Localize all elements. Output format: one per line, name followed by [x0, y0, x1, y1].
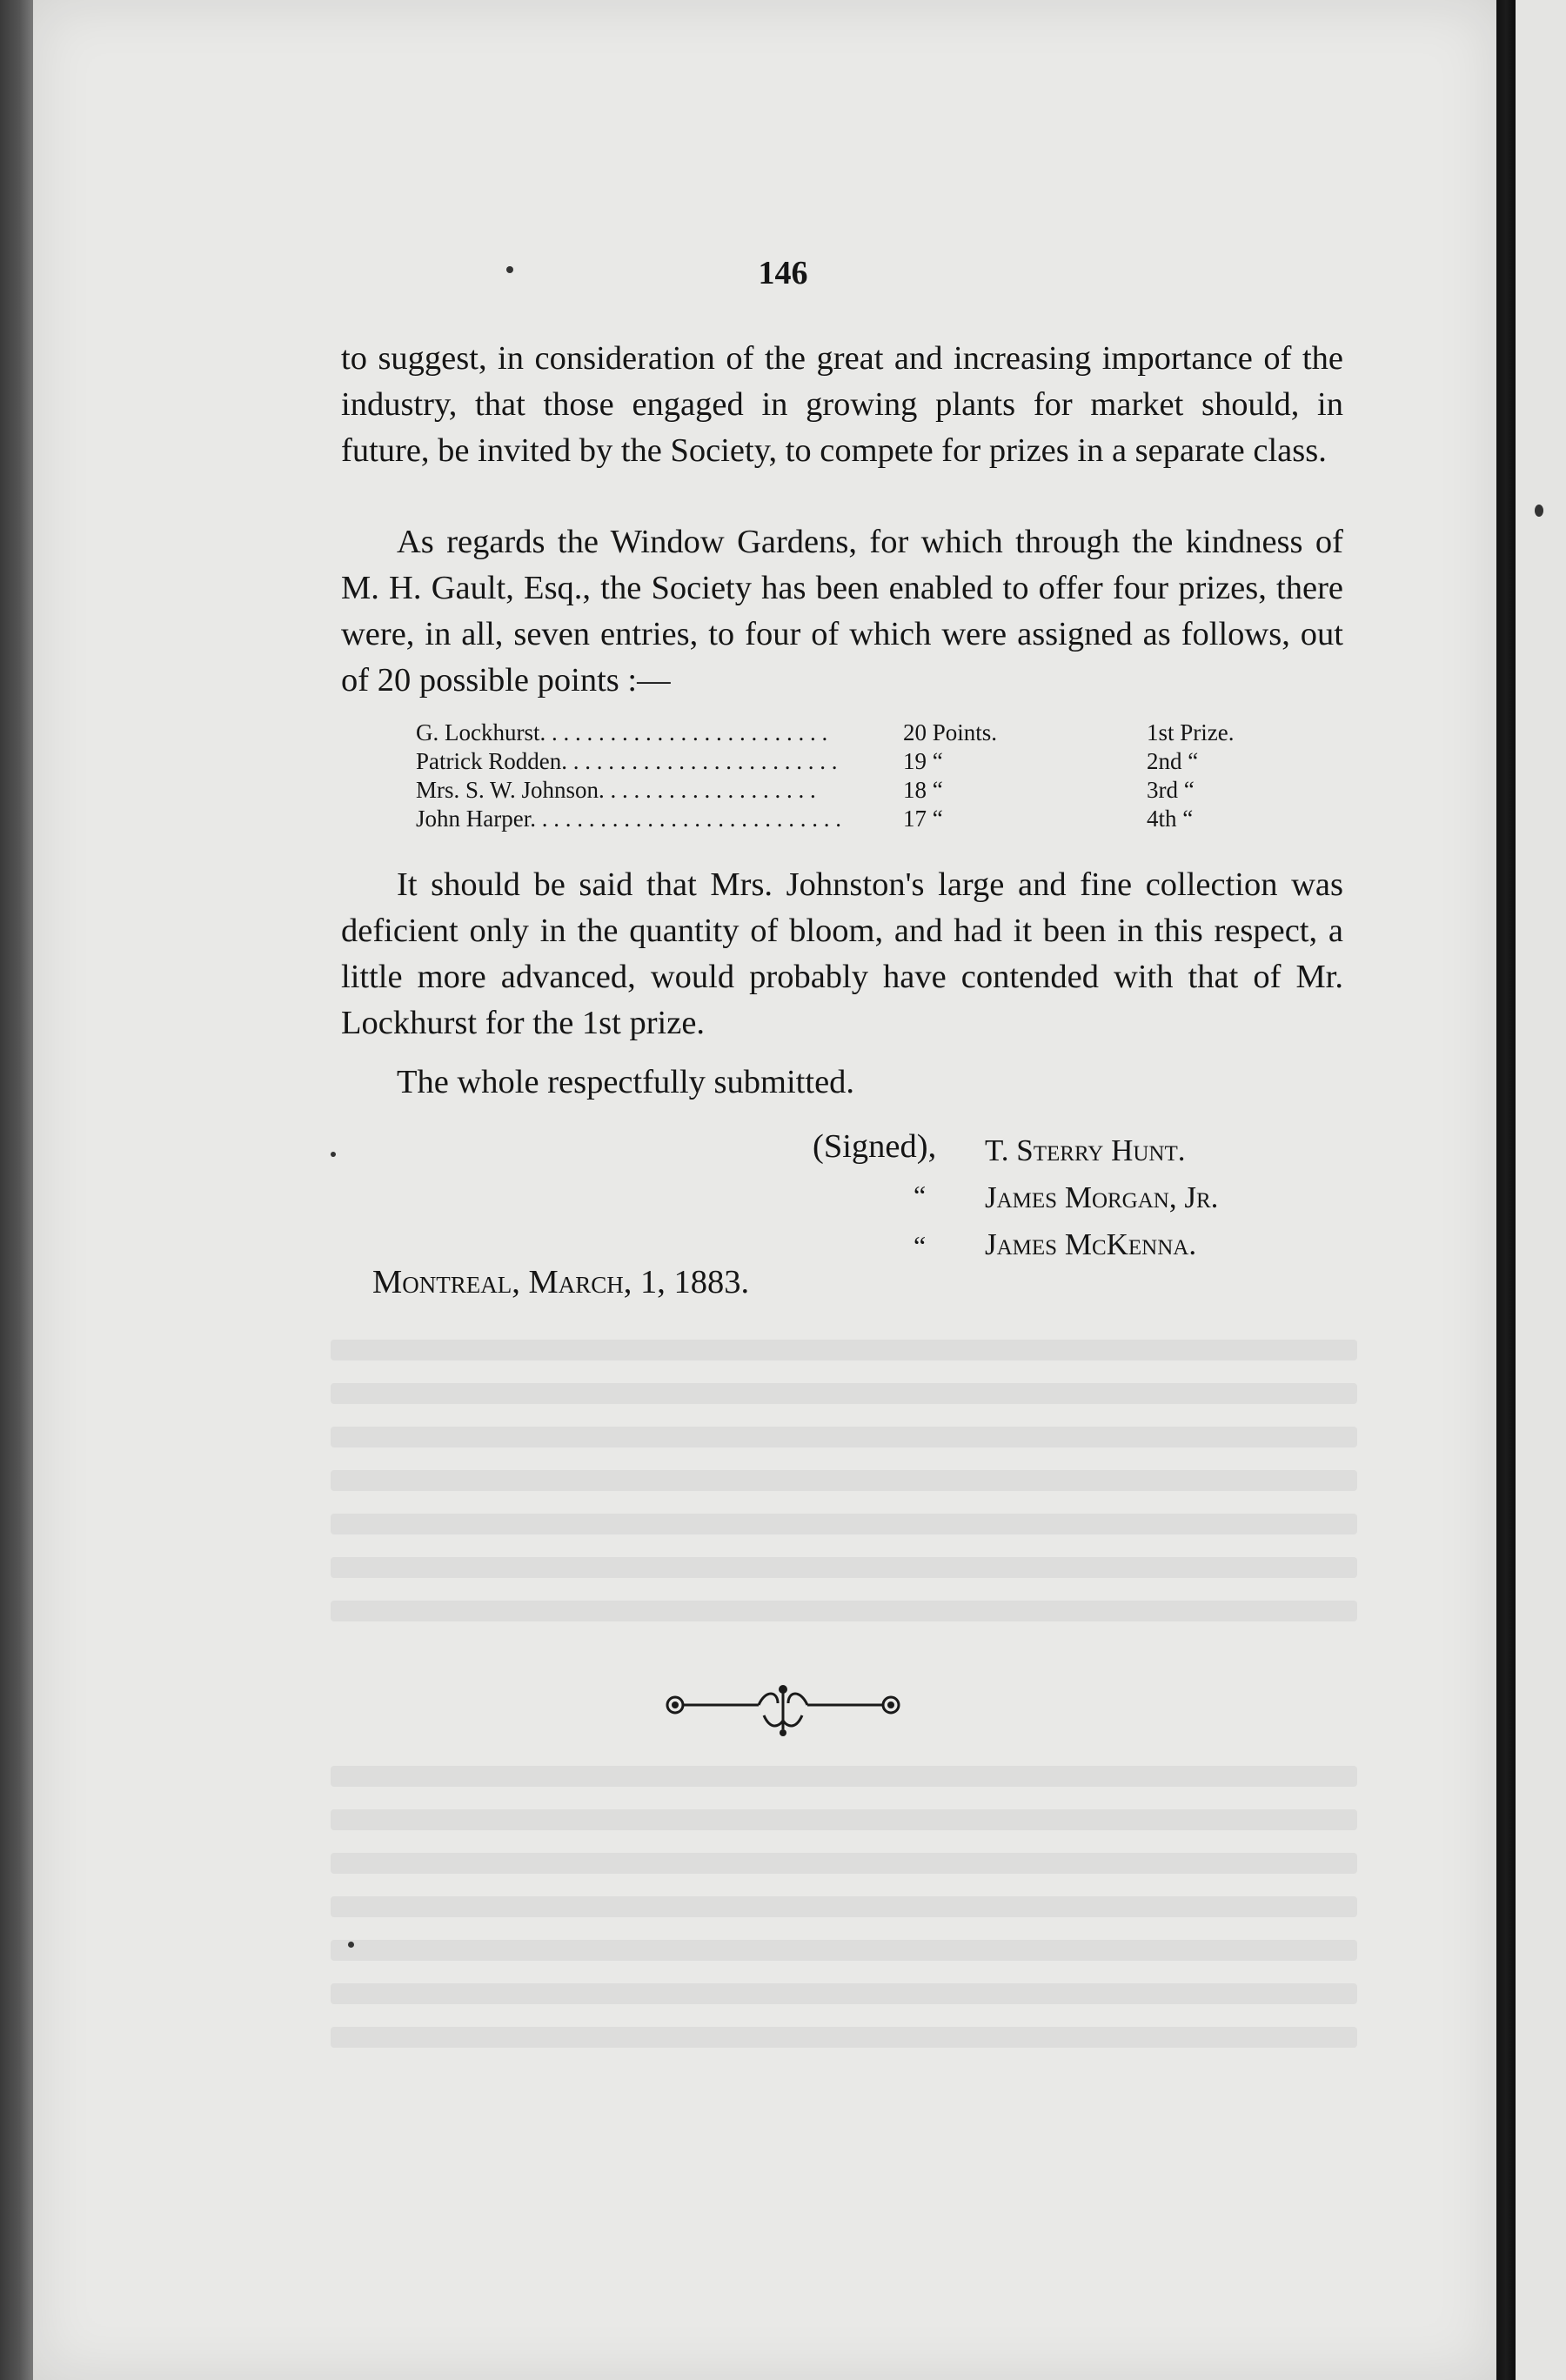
entrant-prize: 3rd “	[1147, 777, 1195, 803]
bleed-through-line	[331, 1809, 1357, 1830]
bleed-through-line	[331, 1983, 1357, 2004]
entrant-prize: 2nd “	[1147, 748, 1199, 774]
entrant-name: G. Lockhurst. . . . . . . . . . . . . . . . . . . . . . . . .	[416, 719, 828, 745]
entrant-points: 20 Points.	[903, 719, 998, 745]
paragraph-johnston-note: It should be said that Mrs. Johnston's large and fine collection was deficient only in the quantity of bloom, and had it been in this respect, a little more advanced, would probably have contended with that of Mr. Lockhurst for the 1st prize.	[341, 866, 1343, 1041]
signatory-name: T. Sterry Hunt.	[985, 1133, 1186, 1167]
ink-speck	[331, 1152, 336, 1157]
bleed-through-line	[331, 1601, 1357, 1621]
page-number: 146	[758, 255, 808, 291]
bleed-through-line	[331, 1853, 1357, 1874]
bleed-through-line	[331, 1766, 1357, 1787]
bleed-through-line	[331, 1557, 1357, 1578]
scan-left-edge	[0, 0, 33, 2380]
signed-label: (Signed),	[813, 1128, 937, 1165]
paragraph-closing: The whole respectfully submitted.	[397, 1064, 855, 1100]
bleed-through-line	[331, 1470, 1357, 1491]
bleed-through-line	[331, 1514, 1357, 1534]
bleed-through-line	[331, 1383, 1357, 1404]
bleed-through-line	[331, 1896, 1357, 1917]
entrant-prize: 4th “	[1147, 806, 1194, 832]
entrant-points: 17 “	[903, 806, 943, 832]
paragraph-window-gardens: As regards the Window Gardens, for which through the kindness of M. H. Gault, Esq., the Society has been enabled to offer four prizes, there were, in all, seven entries, to four of which were assigned as follows, out of 20 possible points :—	[341, 524, 1343, 699]
bleed-through-line	[331, 2027, 1357, 2048]
entrant-prize: 1st Prize.	[1147, 719, 1235, 745]
book-gutter	[1496, 0, 1516, 2380]
entrant-name: Patrick Rodden. . . . . . . . . . . . . . . . . . . . . . . .	[416, 748, 838, 774]
place-and-date: Montreal, March, 1, 1883.	[372, 1264, 750, 1300]
entrant-points: 18 “	[903, 777, 943, 803]
ink-speck	[1535, 505, 1543, 517]
bleed-through-line	[331, 1340, 1357, 1360]
ditto-mark: “	[914, 1230, 927, 1261]
ditto-mark: “	[914, 1180, 927, 1211]
entrant-points: 19 “	[903, 748, 943, 774]
paragraph-intro: to suggest, in consideration of the great and increasing importance of the industry, that those engaged in growing plants for market should, in future, be invited by the Society, to compete for prizes in a separate class.	[341, 340, 1343, 469]
signatories	[985, 1127, 1218, 1268]
entrant-name: Mrs. S. W. Johnson. . . . . . . . . . . . . . . . . . .	[416, 777, 816, 803]
signatory-name: James McKenna.	[985, 1227, 1197, 1261]
ink-speck	[348, 1942, 354, 1948]
entrant-name: John Harper. . . . . . . . . . . . . . . . . . . . . . . . . . .	[416, 806, 841, 832]
signatory-name: James Morgan, Jr.	[985, 1180, 1219, 1214]
bleed-through-line	[331, 1427, 1357, 1447]
bleed-through-line	[331, 1940, 1357, 1961]
adjacent-page-edge	[1516, 0, 1566, 2380]
decorative-ornament	[661, 1681, 905, 1742]
